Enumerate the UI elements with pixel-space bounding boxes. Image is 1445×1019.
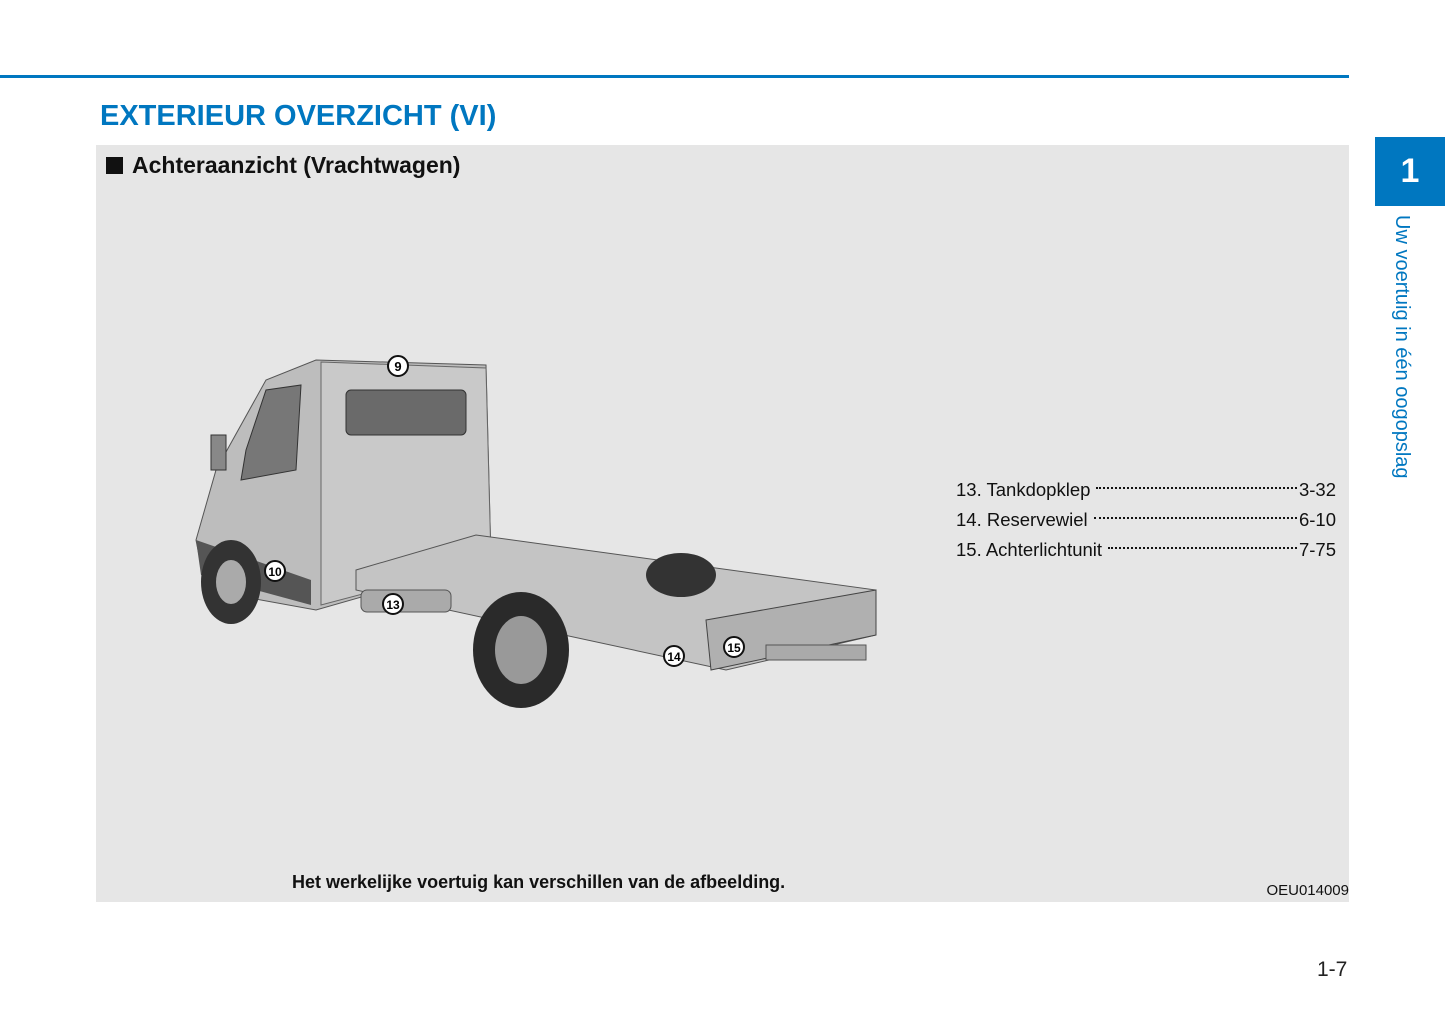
image-code: OEU014009 (1266, 882, 1349, 899)
legend-page: 3-32 (1298, 479, 1336, 500)
legend-item (956, 505, 1336, 535)
legend-item (956, 535, 1336, 565)
svg-text:13: 13 (386, 598, 400, 612)
legend-label: 14. Reservewiel (956, 509, 1088, 530)
callout-10 (265, 561, 285, 581)
leader-dots (1096, 487, 1297, 489)
chapter-title: Uw voertuig in één oogopslag (1391, 215, 1413, 479)
chapter-tab: 1 (1375, 137, 1445, 206)
legend-label: 13. Tankdopklep (956, 479, 1091, 500)
subtitle-text: Achteraanzicht (Vrachtwagen) (132, 152, 461, 178)
leader-dots (1094, 517, 1297, 519)
svg-text:15: 15 (727, 641, 741, 655)
figure-panel (96, 145, 1349, 902)
svg-text:14: 14 (667, 650, 681, 664)
svg-text:9: 9 (394, 359, 402, 374)
square-bullet-icon (106, 157, 123, 174)
callout-15 (724, 637, 744, 657)
legend-page: 7-75 (1298, 539, 1336, 560)
parts-legend (956, 475, 1336, 565)
callout-14 (664, 646, 684, 666)
page-number: 1-7 (1317, 958, 1348, 981)
legend-label: 15. Achterlichtunit (956, 539, 1103, 560)
leader-dots (1108, 547, 1297, 549)
legend-item (956, 475, 1336, 505)
callout-13 (383, 594, 403, 614)
legend-page: 6-10 (1298, 509, 1336, 530)
callout-layer (186, 350, 886, 710)
svg-text:10: 10 (268, 565, 282, 579)
header-rule (0, 75, 1349, 78)
callout-9 (388, 356, 408, 376)
page-title: EXTERIEUR OVERZICHT (VI) (100, 100, 497, 132)
section-subtitle (106, 152, 460, 179)
disclaimer-note: Het werkelijke voertuig kan verschillen van de afbeelding. (292, 872, 786, 892)
